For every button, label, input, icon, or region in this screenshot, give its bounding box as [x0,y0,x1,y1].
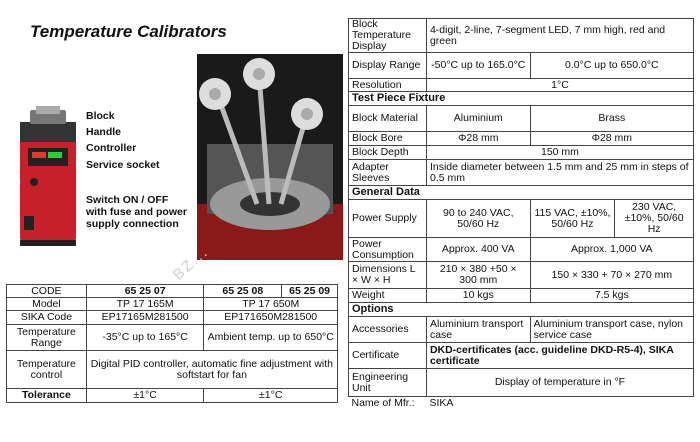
watermark: BZ... [169,243,213,284]
spec-table-left [6,284,338,403]
table-row [7,311,338,325]
cell-label: Accessories [349,317,427,343]
table-row [349,106,694,132]
table-row [349,343,694,369]
cell-value: 150 × 330 + 70 × 270 mm [530,262,693,289]
cell-label: Name of Mfr.: [351,397,415,410]
cell-value: 0.0°C up to 650.0°C [530,53,693,79]
table-row [7,389,338,403]
cell-label: SIKA Code [7,311,87,325]
cell-label: Engineering Unit [349,369,427,397]
cell-label: Resolution [349,79,427,92]
section-row [349,303,694,317]
cell-label: Block Depth [349,146,427,160]
cell-label: Temperature control [7,351,87,389]
cell-value: TP 17 165M [86,298,204,311]
cell-label: Temperature Range [7,325,87,351]
cell-label: Block Material [349,106,427,132]
cell-label: Tolerance [7,389,87,403]
cell-value: Approx. 400 VA [426,238,530,262]
cell-value: 230 VAC, ±10%, 50/60 Hz [615,200,694,238]
cell-value: -35°C up to 165°C [86,325,204,351]
cell-value: Inside diameter between 1.5 mm and 25 mm in steps of 0.5 mm [426,160,693,186]
cell-label: Adapter Sleeves [349,160,427,186]
cell-value: 115 VAC, ±10%, 50/60 Hz [530,200,615,238]
callout-handle: Handle [86,126,122,138]
cell-value: 150 mm [426,146,693,160]
cell-label: Display Range [349,53,427,79]
cell-value: 65 25 08 [204,285,282,298]
cell-value: Aluminium transport case, nylon service case [530,317,693,343]
cell-label: Dimensions L × W × H [349,262,427,289]
cell-value: DKD-certificates (acc. guideline DKD-R5-4), SIKA certificate [426,343,693,369]
cell-label: Block Bore [349,132,427,146]
table-row [349,200,694,238]
cell-value: Ambient temp. up to 650°C [204,325,338,351]
table-row [7,351,338,389]
table-row [349,238,694,262]
cell-value: 210 × 380 +50 × 300 mm [426,262,530,289]
spec-table-right [348,18,694,411]
calibrator-illustration [8,104,88,254]
table-row [349,289,694,303]
section-heading: Options [349,303,694,317]
cell-value: EP171650M281500 [204,311,338,325]
cell-label: Certificate [349,343,427,369]
cell-value: Φ28 mm [530,132,693,146]
cell-label: Weight [349,289,427,303]
table-row [7,298,338,311]
page-title: Temperature Calibrators [30,22,227,41]
table-row [349,397,694,411]
cell-label: Power Supply [349,200,427,238]
callout-switch-line1: Switch ON / OFF [86,194,169,206]
cell-value: 65 25 07 [86,285,204,298]
cell-value: 1°C [426,79,693,92]
callout-service-socket: Service socket [86,159,160,171]
probe-photo [197,54,343,260]
cell-value: 10 kgs [426,289,530,303]
callout-switch-line2: with fuse and power [86,206,187,218]
section-heading: Test Piece Fixture [349,92,694,106]
cell-value: ±1°C [204,389,338,403]
cell-value: 4-digit, 2-line, 7-segment LED, 7 mm high, red and green [426,19,693,53]
table-row [349,262,694,289]
cell-value: Φ28 mm [426,132,530,146]
callout-controller: Controller [86,142,137,154]
cell-value: Display of temperature in °F [426,369,693,397]
cell-value: -50°C up to 165.0°C [426,53,530,79]
table-row [7,285,338,298]
table-row [349,317,694,343]
cell-label: Block Temperature Display [349,19,427,53]
table-row [349,146,694,160]
cell-value: 7.5 kgs [530,289,693,303]
cell-label: Model [7,298,87,311]
section-row [349,92,694,106]
cell-value: Aluminium transport case [426,317,530,343]
cell-value: EP17165M281500 [86,311,204,325]
callout-switch-line3: supply connection [86,218,179,230]
callout-block: Block [86,110,115,122]
table-row [349,132,694,146]
cell-value: Brass [530,106,693,132]
cell-value: Digital PID controller, automatic fine adjustment with softstart for fan [86,351,337,389]
section-row [349,186,694,200]
cell-value: Approx. 1,000 VA [530,238,693,262]
table-row [7,325,338,351]
table-row [349,19,694,53]
cell-label: CODE [7,285,87,298]
cell-value: 90 to 240 VAC, 50/60 Hz [426,200,530,238]
table-row [349,79,694,92]
cell-value: Aluminium [426,106,530,132]
cell-label: Power Consumption [349,238,427,262]
cell-value: SIKA [429,397,454,410]
table-row [349,369,694,397]
cell-value: TP 17 650M [204,298,338,311]
table-row [349,53,694,79]
callout-labels [86,110,196,240]
section-heading: General Data [349,186,694,200]
table-row [349,160,694,186]
cell-value: ±1°C [86,389,204,403]
cell-value: 65 25 09 [282,285,338,298]
